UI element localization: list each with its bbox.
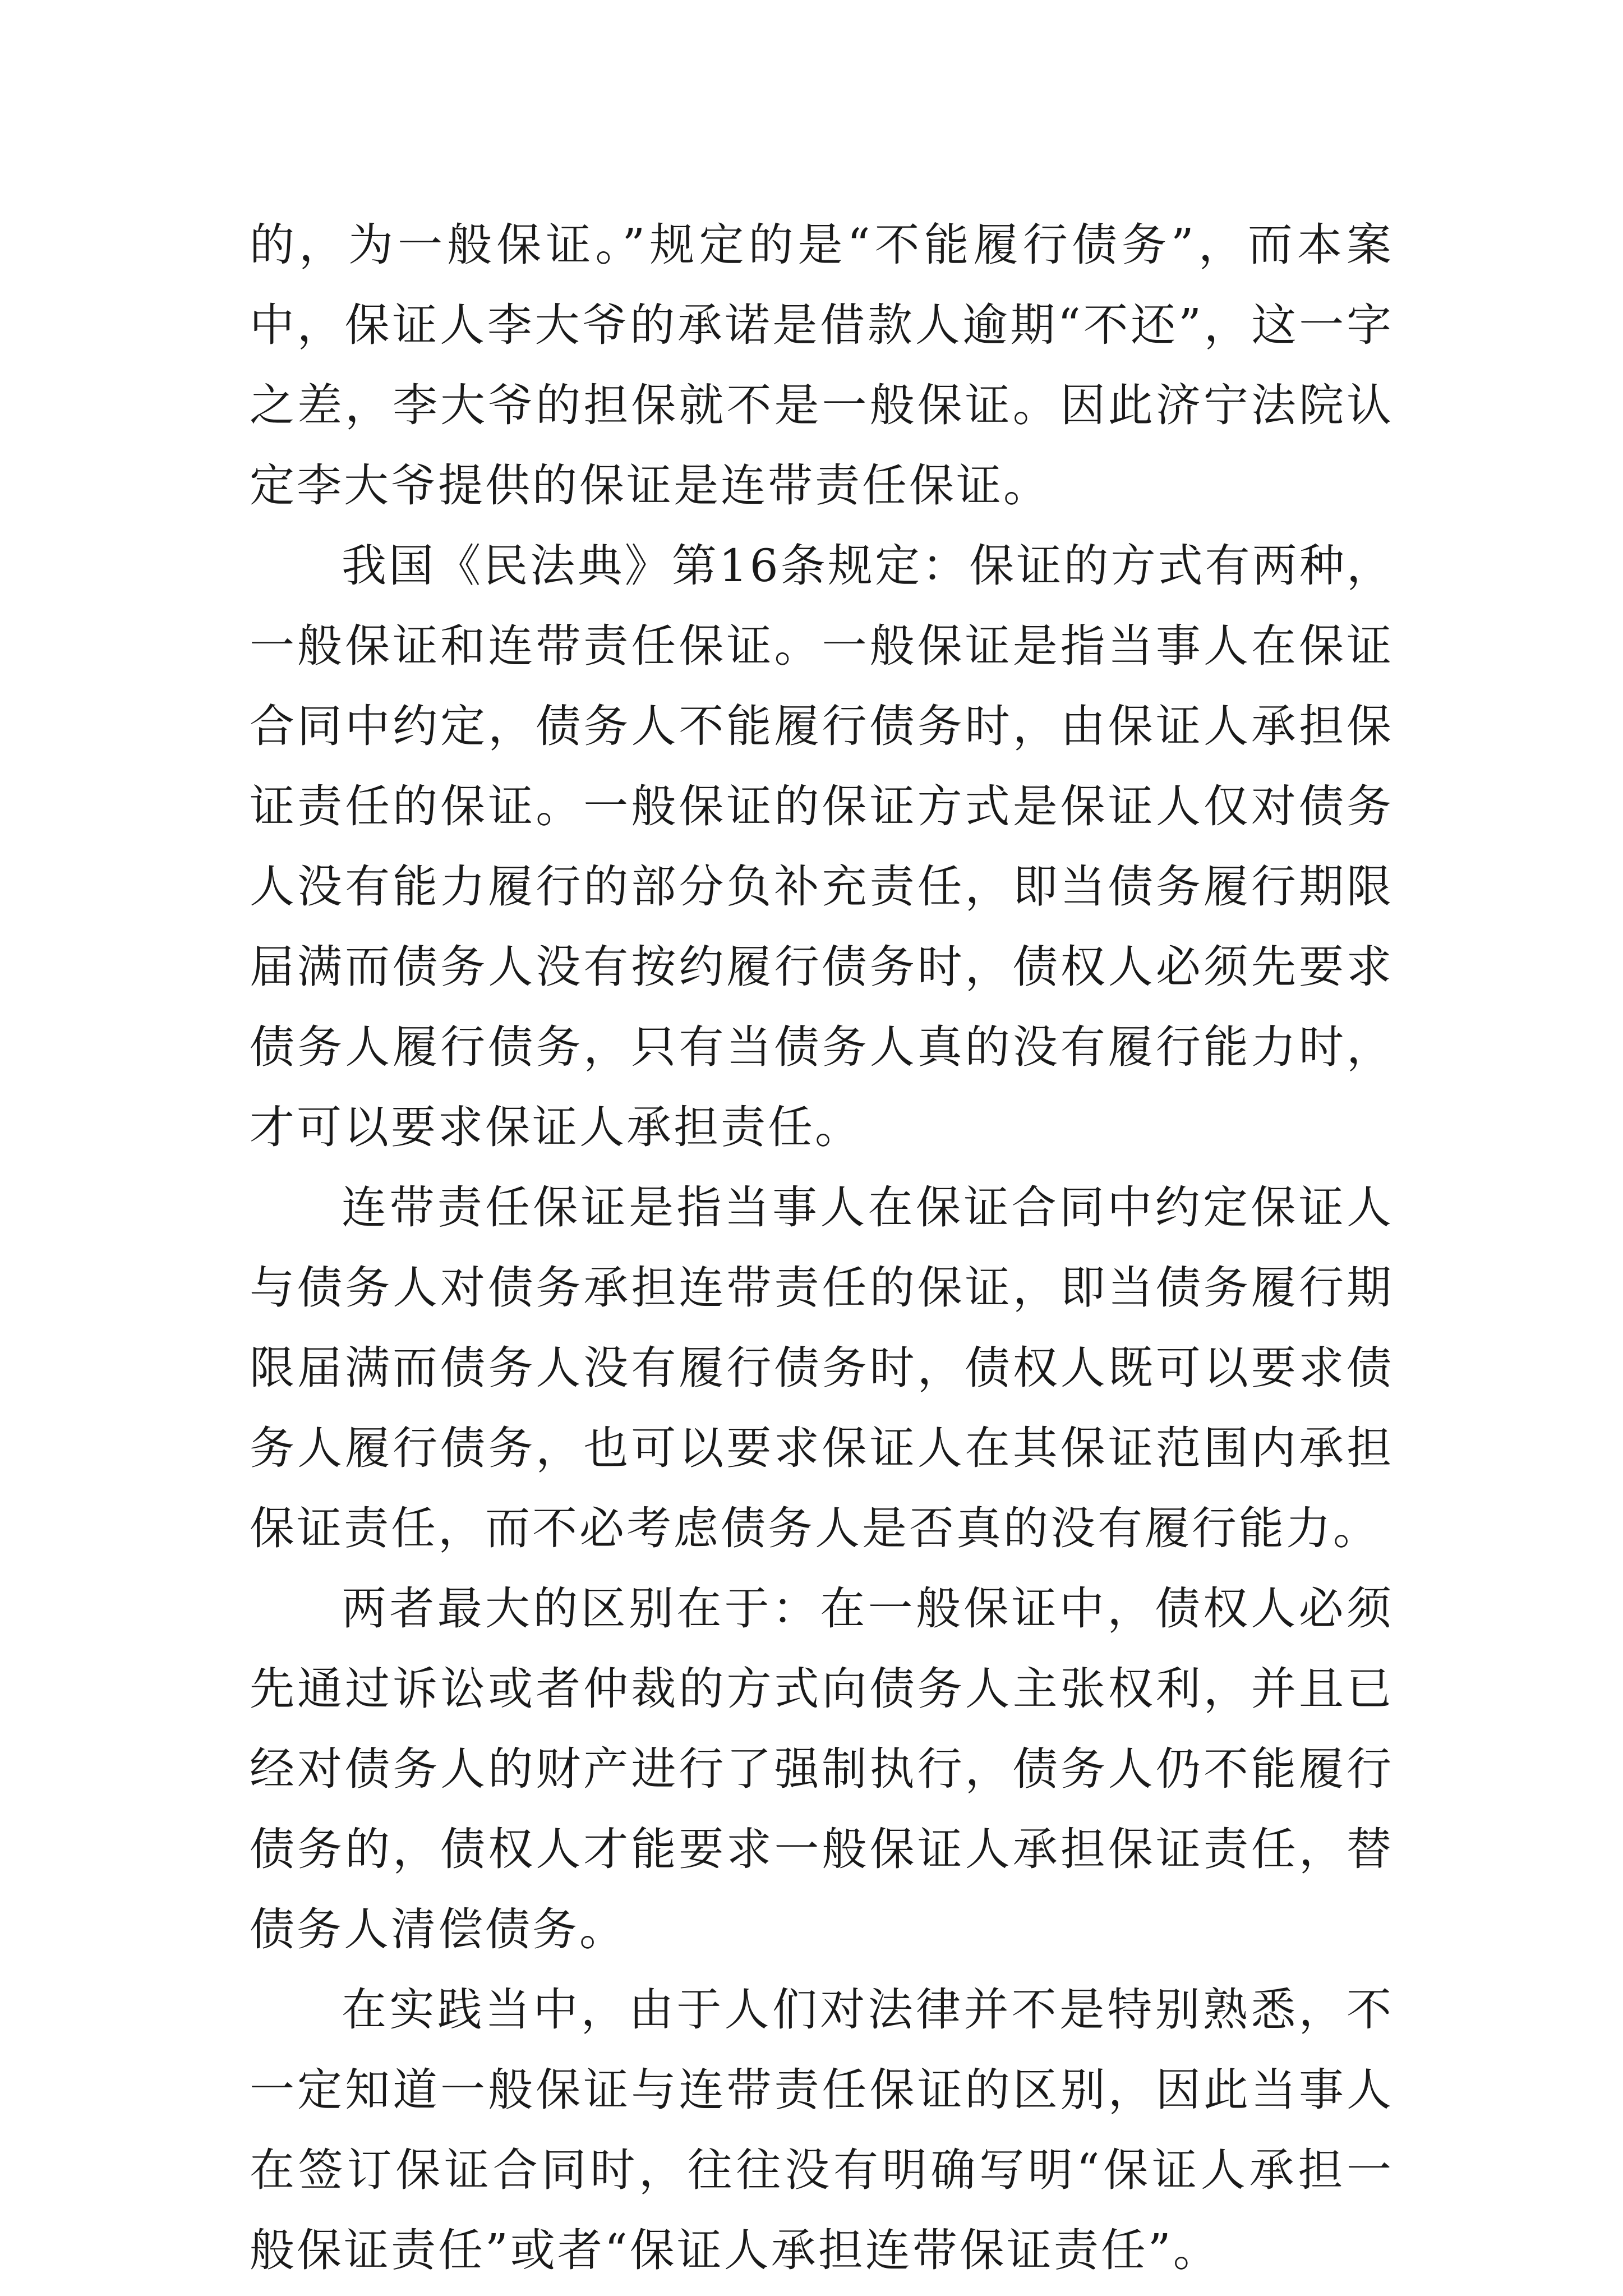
paragraph-practice: 在实践当中，由于人们对法律并不是特别熟悉，不一定知道一般保证与连带责任保证的区别，因此当事人在签订保证合同时，往往没有明确写明“保证人承担一般保证责任”或者“保证人承担连带保证责任”。 [250, 1984, 1394, 2276]
paragraph-continued: 的，为一般保证。”规定的是“不能履行债务”，而本案中，保证人李大爷的承诺是借款人逾期“不还”，这一字之差，李大爷的担保就不是一般保证。因此济宁法院认定李大爷提供的保证是连带责任保证。 [250, 219, 1394, 512]
paragraph-difference: 两者最大的区别在于：在一般保证中，债权人必须先通过诉讼或者仲裁的方式向债务人主张权利，并且已经对债务人的财产进行了强制执行，债务人仍不能履行债务的，债权人才能要求一般保证人承担保证责任，替债务人清偿债务。 [250, 1582, 1394, 1955]
document-body [250, 205, 1394, 2290]
paragraph-joint-liability: 连带责任保证是指当事人在保证合同中约定保证人与债务人对债务承担连带责任的保证，即当债务履行期限届满而债务人没有履行债务时，债权人既可以要求债务人履行债务，也可以要求保证人在其保证范围内承担保证责任，而不必考虑债务人是否真的没有履行能力。 [250, 1181, 1394, 1554]
paragraph-guarantee-types: 我国《民法典》第16条规定：保证的方式有两种，一般保证和连带责任保证。一般保证是指当事人在保证合同中约定，债务人不能履行债务时，由保证人承担保证责任的保证。一般保证的保证方式是保证人仅对债务人没有能力履行的部分负补充责任，即当债务履行期限届满而债务人没有按约履行债务时，债权人必须先要求债务人履行债务，只有当债务人真的没有履行能力时，才可以要求保证人承担责任。 [250, 540, 1394, 1153]
